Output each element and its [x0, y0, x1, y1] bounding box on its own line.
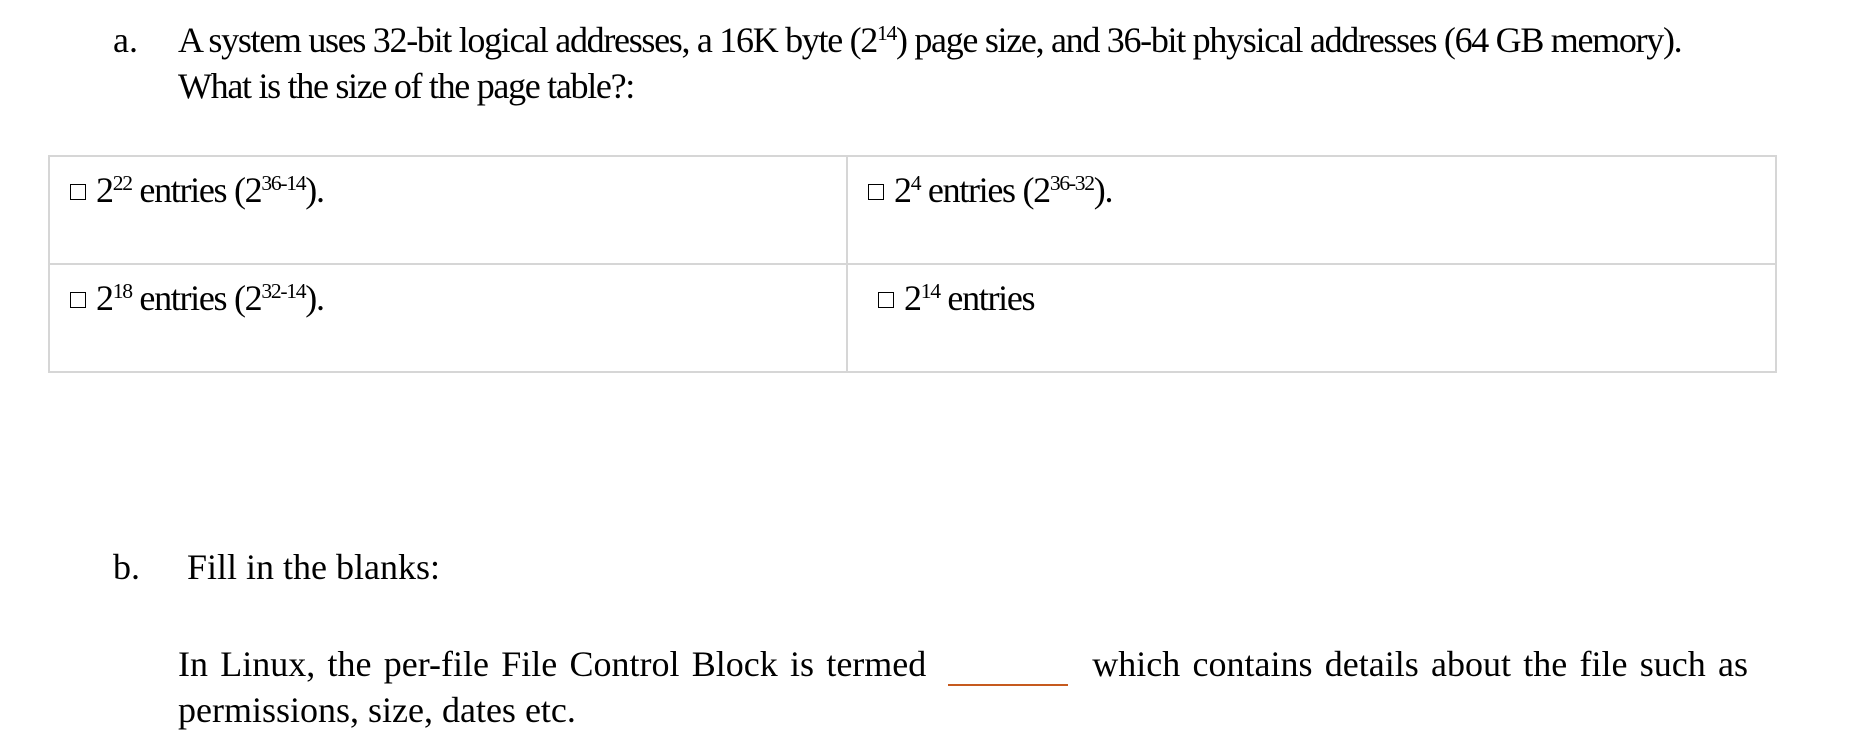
option-2[interactable]	[847, 156, 1776, 264]
answer-options-table	[48, 155, 1777, 373]
option-1-base: 2	[96, 170, 113, 210]
options-row-2	[49, 264, 1776, 372]
question-a-text-part1: A system uses 32-bit logical addresses, a 16K byte (2	[178, 20, 877, 60]
option-2-base: 2	[894, 170, 911, 210]
option-3-base: 2	[96, 278, 113, 318]
question-b-text-after-blank: which contains details about the file such as permissions, size, dates etc.	[178, 644, 1748, 730]
option-3-exp2: 32-14	[261, 279, 306, 304]
fill-in-blank[interactable]	[948, 684, 1068, 686]
question-b-text	[178, 641, 1748, 733]
question-b-text-before-blank: In Linux, the per-file File Control Block is termed	[178, 644, 927, 684]
option-3-mid: entries (2	[131, 278, 262, 318]
options-row-1	[49, 156, 1776, 264]
question-a-text-exponent: 14	[876, 21, 896, 46]
option-4-base: 2	[904, 278, 921, 318]
checkbox-icon[interactable]	[70, 184, 86, 200]
option-3-exp1: 18	[112, 279, 132, 304]
option-2-end: ).	[1093, 170, 1113, 210]
option-4-mid: entries	[939, 278, 1035, 318]
option-2-exp1: 4	[910, 171, 921, 196]
question-b-heading: Fill in the blanks:	[187, 547, 441, 587]
checkbox-icon[interactable]	[868, 184, 884, 200]
question-a-marker: a.	[113, 20, 138, 60]
option-1-mid: entries (2	[131, 170, 262, 210]
option-3[interactable]	[49, 264, 847, 372]
option-2-mid: entries (2	[920, 170, 1050, 210]
checkbox-icon[interactable]	[878, 292, 894, 308]
option-1-exp1: 22	[112, 171, 132, 196]
option-1-exp2: 36-14	[261, 171, 306, 196]
option-1[interactable]	[49, 156, 847, 264]
option-4-exp1: 14	[920, 279, 940, 304]
option-3-end: ).	[305, 278, 324, 318]
question-a-text	[178, 17, 1748, 109]
option-4[interactable]	[847, 264, 1776, 372]
question-a-text-part2: ) page size, and 36-bit physical addresses (64 GB memory). What is the size of the page table?:	[178, 20, 1682, 106]
option-2-exp2: 36-32	[1049, 171, 1094, 196]
option-1-end: ).	[305, 170, 324, 210]
checkbox-icon[interactable]	[70, 292, 86, 308]
question-b-marker: b.	[113, 547, 140, 587]
